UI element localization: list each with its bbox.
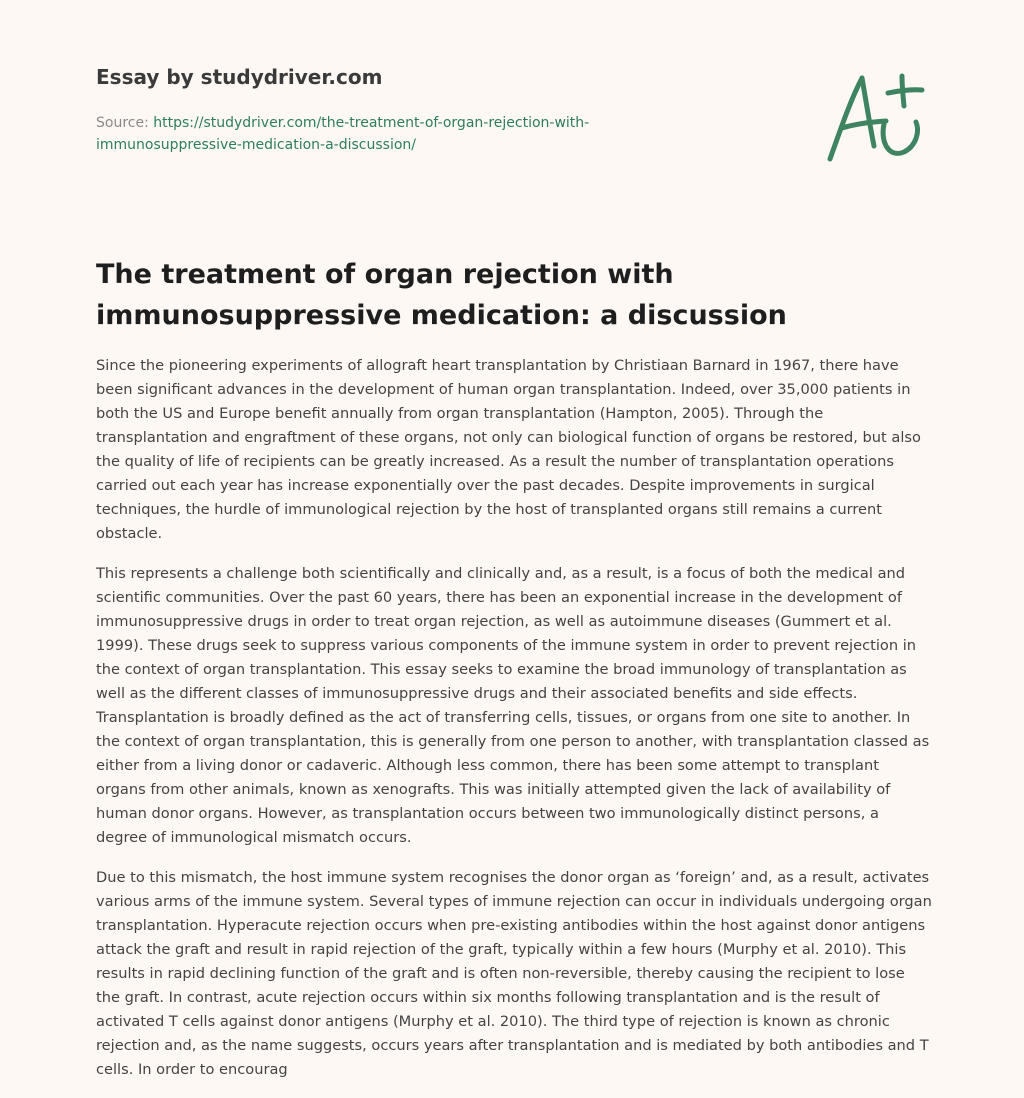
source-url-line-1: https://studydriver.com/the-treatment-of-organ-rejection-with- xyxy=(153,115,590,131)
paragraph-2: This represents a challenge both scientifically and clinically and, as a result, is a focus of both the medical and scientific communities. Over the past 60 years, there has been an exponential increase in the development of immunosuppressive drugs in order to treat organ rejection, as well as autoimmune diseases (Gummert et al. 1999). These drugs seek to suppress various components of the immune system in order to prevent rejection in the context of organ transplantation. This essay seeks to examine the broad immunology of transplantation as well as the different classes of immunosuppressive drugs and their associated benefits and side effects. Transplantation is broadly defined as the act of transferring cells, tissues, or organs from one site to another. In the context of organ transplantation, this is generally from one person to another, with transplantation classed as either from a living donor or cadaveric. Although less common, there has been some attempt to transplant organs from other animals, known as xenografts. This was initially attempted given the lack of availability of human donor organs. However, as transplantation occurs between two immunologically distinct persons, a degree of immunological mismatch occurs. xyxy=(96,565,930,846)
paragraph-3: Due to this mismatch, the host immune system recognises the donor organ as ‘foreign’ and, as a result, activates various arms of the immune system. Several types of immune rejection can occur in individuals undergoing organ transplantation. Hyperacute rejection occurs when pre-existing antibodies within the host against donor antigens attack the graft and result in rapid rejection of the graft, typically within a few hours (Murphy et al. 2010). This results in rapid declining function of the graft and is often non-reversible, thereby causing the recipient to lose the graft. In contrast, acute rejection occurs within six months following transplantation and is the result of activated T cells against donor antigens (Murphy et al. 2010). The third type of rejection is known as chronic rejection and, as the name suggests, occurs years after transplantation and is mediated by both antibodies and T cells. In order to encourag xyxy=(96,869,932,1078)
source-label: Source: xyxy=(96,115,149,131)
page-header xyxy=(96,62,716,156)
source-line xyxy=(96,112,716,156)
site-brand: Essay by studydriver.com xyxy=(96,65,383,89)
source-url-line-2: immunosuppressive-medication-a-discussion/ xyxy=(96,137,416,153)
article-title: The treatment of organ rejection with immunosuppressive medication: a discussion xyxy=(96,259,787,331)
article-body xyxy=(96,354,932,1098)
source-link[interactable] xyxy=(96,115,589,153)
a-plus-icon xyxy=(820,66,930,166)
paragraph-1: Since the pioneering experiments of allograft heart transplantation by Christiaan Barnard in 1967, there have been significant advances in the development of human organ transplantation. Indeed, over 35,000 patients in both the US and Europe benefit annually from organ transplantation (Hampton, 2005). Through the transplantation and engraftment of these organs, not only can biological function of organs be restored, but also the quality of life of recipients can be greatly increased. As a result the number of transplantation operations carried out each year has increase exponentially over the past decades. Despite improvements in surgical techniques, the hurdle of immunological rejection by the host of transplanted organs still remains a current obstacle. xyxy=(96,357,921,542)
